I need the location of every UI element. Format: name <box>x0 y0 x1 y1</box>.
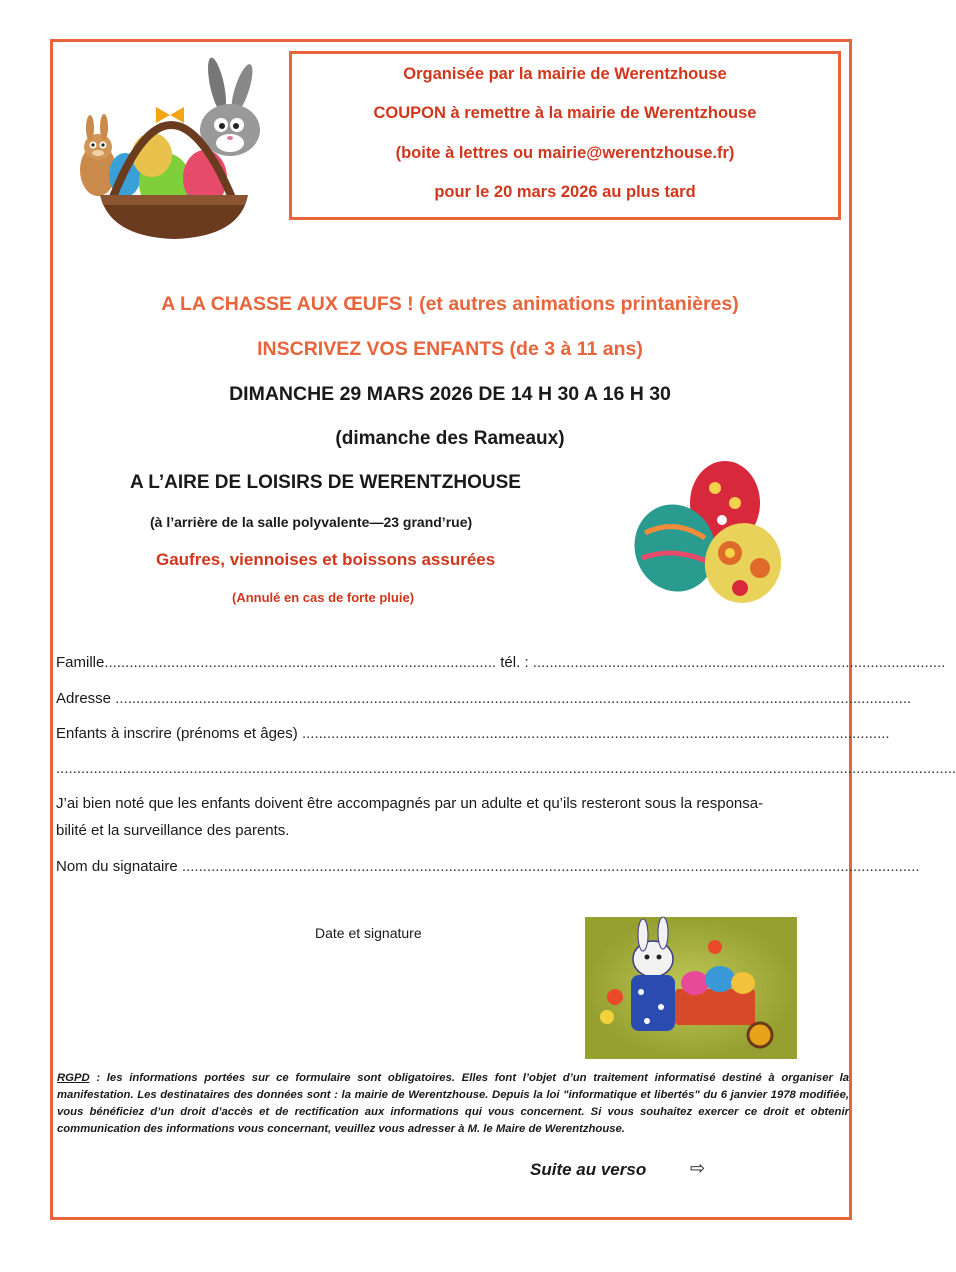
event-day-note: (dimanche des Rameaux) <box>335 428 565 449</box>
parental-note-line1: J’ai bien noté que les enfants doivent être accompagnés par un adulte et qu’ils resteront sous la responsa- <box>56 795 764 812</box>
register-title: INSCRIVEZ VOS ENFANTS (de 3 à 11 ans) <box>257 338 643 360</box>
event-title: A LA CHASSE AUX ŒUFS ! (et autres animations printanières) <box>161 293 739 315</box>
contact-line: (boite à lettres ou mairie@werentzhouse.fr) <box>395 144 735 162</box>
date-signature-label[interactable]: Date et signature <box>315 925 422 941</box>
rgpd-notice <box>57 1070 849 1138</box>
bunny-wheelbarrow-icon <box>585 917 797 1059</box>
deadline-line: pour le 20 mars 2026 au plus tard <box>434 183 696 201</box>
refreshments-note: Gaufres, viennoises et boissons assurées <box>156 550 496 569</box>
cancellation-note: (Annulé en cas de forte pluie) <box>232 590 415 605</box>
adresse-field[interactable]: Adresse ............................................................................................................................................................................................... <box>56 690 912 707</box>
enfants-field[interactable]: Enfants à inscrire (prénoms et âges) ............................................................................................................................................. <box>56 725 890 742</box>
adresse-label: Adresse <box>56 690 112 707</box>
event-place-note: (à l’arrière de la salle polyvalente—23 grand’rue) <box>150 514 473 530</box>
coupon-line: COUPON à remettre à la mairie de Werentzhouse <box>373 104 757 122</box>
arrow-right-icon[interactable]: ⇨ <box>690 1158 706 1178</box>
rgpd-label: RGPD <box>57 1072 90 1084</box>
signataire-field[interactable]: Nom du signataire ................................................................................................................................................................................. <box>56 858 920 875</box>
event-date: DIMANCHE 29 MARS 2026 DE 14 H 30 A 16 H 30 <box>229 383 671 405</box>
tel-label: tél. : <box>500 654 529 671</box>
suite-au-verso-label[interactable]: Suite au verso <box>530 1160 647 1179</box>
easter-basket-bunnies-icon <box>70 55 270 245</box>
painted-eggs-icon <box>630 458 790 608</box>
rgpd-text: : les informations portées sur ce formulaire sont obligatoires. Elles font l’objet d’un traitement informatisé destiné à organiser la manifestation. Les destinataires des données sont : la mairie de Werentzhouse. Depuis la loi "informatique et libertés" du 6 janvier 1978 modifiée, vous bénéficiez d’un droit d’accès et de rectification aux informations qui vous concernent. Si vous souhaitez exercer ce droit et obtenir communication des informations vous concernant, veuillez vous adresser à M. le Maire de Werentzhouse. <box>57 1072 849 1135</box>
enfants-extra-line[interactable]: ........................................................................................................................................................................................................................ <box>56 760 956 777</box>
famille-field[interactable]: Famille.............................................................................................. tél. : ................................................................................................... <box>56 654 946 671</box>
famille-label: Famille <box>56 654 105 671</box>
signataire-label: Nom du signataire <box>56 858 178 875</box>
coupon-box <box>289 51 841 220</box>
enfants-label: Enfants à inscrire (prénoms et âges) <box>56 725 298 742</box>
event-place: A L’AIRE DE LOISIRS DE WERENTZHOUSE <box>130 472 521 493</box>
organizer-line: Organisée par la mairie de Werentzhouse <box>403 65 727 83</box>
parental-note-line2: bilité et la surveillance des parents. <box>56 822 290 839</box>
